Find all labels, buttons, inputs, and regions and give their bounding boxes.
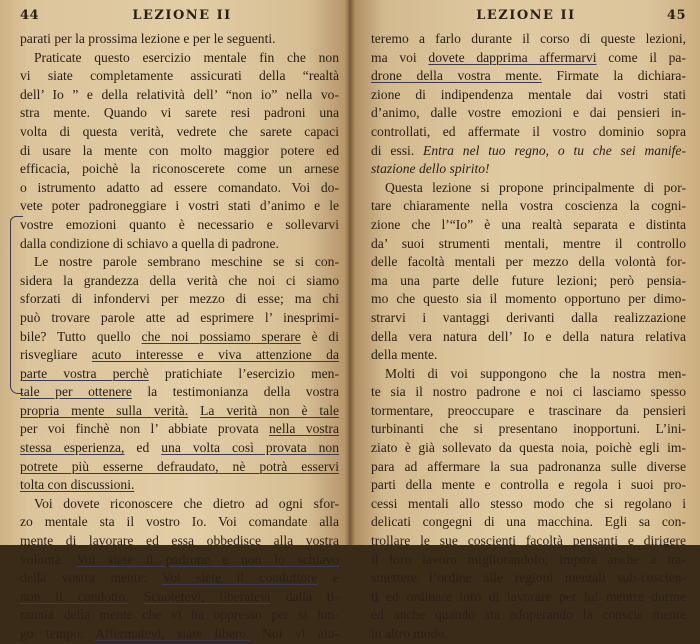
- text-line: dell’ Io ” e della relatività dell’ “non io” nella vo-: [20, 86, 339, 102]
- text-line: bile? Tutto quello che noi possiamo sperare è di: [20, 328, 339, 344]
- margin-bracket-annotation: [10, 216, 23, 394]
- right-page-body: [371, 30, 686, 644]
- text-line: tolta con discussioni.: [20, 477, 135, 493]
- text-line: zione di indipendenza mentale dai vostri stati: [371, 86, 686, 102]
- left-page-body: [20, 30, 339, 644]
- left-running-title: LEZIONE II: [132, 8, 232, 23]
- right-page: [349, 0, 700, 641]
- text-line: della mente.: [371, 347, 438, 363]
- text-line: vete poter padroneggiare i vostri stati d’animo e le: [20, 198, 339, 214]
- text-line: vostre emozioni quanto è necessario e sollevarvi: [20, 216, 339, 232]
- text-line: stazione dello spirito!: [371, 161, 490, 177]
- text-line: Questa lezione si propone principalmente di por-: [385, 179, 686, 195]
- text-line: può trovare parole atte ad esprimere l’ inesprimi-: [20, 309, 339, 325]
- text-line: cessi mentali allo stesso modo che si regolano i: [371, 495, 686, 511]
- text-line: non il condotto. Scuotetevi, liberatevi dalla ti-: [20, 588, 340, 604]
- left-page-number: 44: [20, 8, 40, 23]
- text-line: della vera natura dell’ Io e della natura relativa: [371, 328, 686, 344]
- text-line: go tempo. Affermatevi, siate libero. Noi vi aiu-: [20, 626, 340, 641]
- text-line: ziato è già sollevato da questa noia, poichè egli im-: [371, 440, 686, 456]
- text-line: delicati congegni di una macchina. Egli sa con-: [371, 514, 686, 530]
- text-line: turbinanti che si presentano inopportuni. L’ini-: [371, 421, 686, 437]
- text-line: sidera la grandezza della verità che noi ci siamo: [20, 272, 339, 288]
- text-line: potrete più esserne defraudato, nè potrà esservi: [20, 458, 339, 474]
- text-line: dalla condizione di schiavo a quella di padrone.: [20, 235, 279, 251]
- text-line: stra mente. Quando vi sarete resi padroni una: [20, 105, 339, 121]
- text-line: ti ed ordinare loro di lavorare per lui mentre dorme: [371, 588, 686, 604]
- text-line: della vostra mente. Voi siete il conduttore e: [20, 570, 339, 586]
- text-line: stessa esperienza, ed una volta così provata non: [20, 440, 339, 456]
- book-gutter: [345, 0, 355, 545]
- text-line: delle facoltà mentali per mezzo della volontà for-: [371, 254, 686, 270]
- text-line: controllati, ed affermate il vostro dominio sopra: [371, 123, 686, 139]
- text-line: sforzati di infondervi per mezzo di esse; ma chi: [20, 291, 339, 307]
- text-line: trollare le sue coscienti facoltà pensanti e dirigere: [371, 533, 686, 549]
- text-line: ed anche quando sta adoperando la conscia mente: [371, 607, 686, 623]
- text-line: rannia della mente che vi ha oppresso per sì lun-: [20, 607, 339, 623]
- text-line: mente di lavorare ed essa obbedisce alla vostra: [20, 533, 339, 549]
- text-line: di essi. Entra nel tuo regno, o tu che sei manife-: [371, 142, 686, 158]
- text-line: efficacia, poichè la riconoscerete come un arnese: [20, 161, 339, 177]
- text-line: zo mentale sta il vostro Io. Voi comandate alla: [20, 514, 339, 530]
- text-line: da’ suoi strumenti mentali, mentre il controllo: [371, 235, 686, 251]
- text-line: tale per ottenere la testimonianza della vostra: [20, 384, 339, 400]
- text-line: in altro modo.: [371, 626, 448, 641]
- text-line: Praticate questo esercizio mentale fin che non: [34, 49, 339, 65]
- text-line: o istrumento adatto ad essere comandato. Voi do-: [20, 179, 339, 195]
- text-line: para ad affermare la sua padronanza sulle diverse: [371, 458, 686, 474]
- text-line: parte vostra perchè pratichiate l’esercizio men-: [20, 365, 339, 381]
- right-page-header: [371, 8, 686, 30]
- text-line: parti della mente e controlla e regola i suoi pro-: [371, 477, 686, 493]
- text-line: mo che questo sia il momento opportuno per dimo-: [371, 291, 686, 307]
- text-line: strarvi i vantaggi derivanti dalla realizzazione: [371, 309, 686, 325]
- text-line: tare chiaramente nella vostra coscienza la cogni-: [371, 198, 686, 214]
- text-line: ma voi dovete dapprima affermarvi come il pa-: [371, 49, 686, 65]
- text-line: d’animo, dalle vostre emozioni e dai pensieri in-: [371, 105, 686, 121]
- text-line: smettere l’ordine alle regioni mentali sub-coscien-: [371, 570, 686, 586]
- text-line: Le nostre parole sembrano meschine se si con-: [34, 254, 339, 270]
- text-line: ma una parte delle future lezioni; però pensia-: [371, 272, 686, 288]
- text-line: parati per la prossima lezione e per le seguenti.: [20, 31, 276, 46]
- text-line: Molti di voi suppongono che la nostra men-: [385, 365, 686, 381]
- text-line: vi siate completamente assicurati della “realtà: [20, 68, 339, 84]
- text-line: Voi dovete riconoscere che dietro ad ogni sfor-: [34, 495, 339, 511]
- text-line: volta di questa verità, vedrete che sarete capaci: [20, 123, 339, 139]
- text-line: il loro lavoro migliorandolo; impara anche a tra-: [371, 551, 686, 567]
- text-line: volontà. Voi siete il padrone e non lo schiavo: [20, 551, 339, 567]
- right-running-title: LEZIONE II: [476, 8, 576, 23]
- text-line: zione che l’“Io” è una realtà separata e distinta: [371, 216, 686, 232]
- left-page: [0, 0, 349, 641]
- text-line: drone della vostra mente. Firmate la dichiara-: [371, 68, 686, 84]
- text-line: di usare la mente con molto maggior potere ed: [20, 142, 339, 158]
- text-line: per voi finchè non l’ abbiate provata nella vostra: [20, 421, 339, 437]
- right-page-number: 45: [666, 8, 686, 23]
- text-line: tormentare, preoccupare e trascinare da pensieri: [371, 402, 686, 418]
- text-line: risvegliare acuto interesse e viva attenzione da: [20, 347, 339, 363]
- text-line: teremo a farlo durante il corso di queste lezioni,: [371, 31, 686, 46]
- left-page-header: [20, 8, 339, 30]
- text-line: propria mente sulla verità. La verità non è tale: [20, 402, 340, 418]
- text-line: te sia il nostro padrone e noi ci lasciamo spesso: [371, 384, 686, 400]
